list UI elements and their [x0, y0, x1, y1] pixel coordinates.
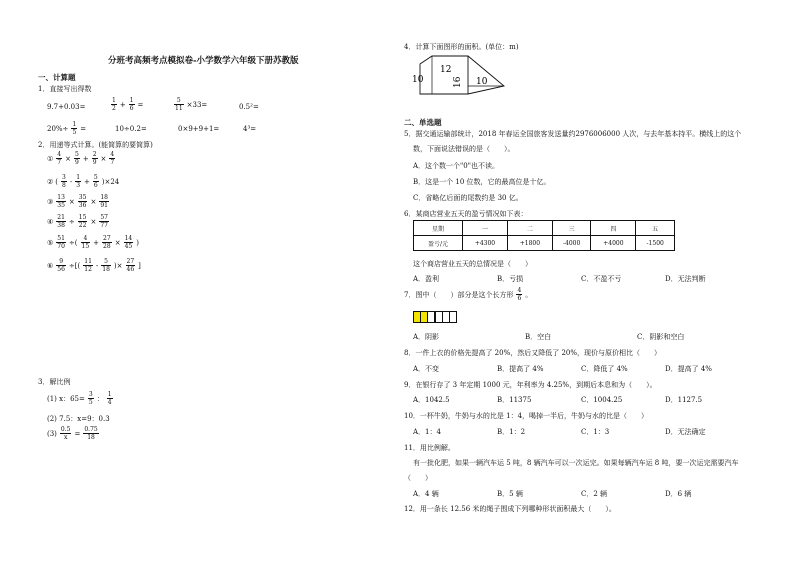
q9-option-d: D．1127.5 — [665, 396, 703, 404]
operator: × — [68, 197, 75, 206]
operator: × — [90, 197, 97, 206]
q3-label: 3．解比例 — [38, 378, 71, 386]
item-number: ⑥ — [47, 261, 54, 270]
fraction: $\frac{5}{9}$ — [74, 151, 79, 166]
fig-label-right: 10 — [476, 77, 488, 87]
operator: × — [65, 154, 71, 163]
q1-item-2: $\frac{1}{2}$ + $\frac{1}{6}$ = — [112, 97, 144, 112]
q5-option-b: B．这是一个 10 位数，它的最高位是十亿。 — [413, 178, 551, 186]
q4-figure — [404, 52, 510, 100]
q2-item-3 — [47, 194, 110, 209]
q2-item-5 — [47, 235, 139, 250]
item-number: ④ — [47, 217, 54, 226]
operator: ) — [136, 238, 139, 247]
q2-item-6 — [47, 258, 141, 273]
fraction: $\frac{14}{45}$ — [124, 235, 133, 250]
fraction: $\frac{3}{8}$ — [62, 174, 66, 189]
q8-option-b: B．提高了 4% — [497, 365, 544, 373]
q5-line1: 5．据交通运输部统计，2018 年春运全国旅客发送量约2976006000 人次，与去年基本持平。横线上的这个 — [404, 130, 742, 138]
table-row — [414, 236, 675, 251]
q6-option-d: D．无法判断 — [665, 275, 706, 283]
fraction: $\frac{18}{91}$ — [100, 194, 108, 209]
q12-stem: 12．用一条长 12.56 米的绳子围成下列哪种形状面积最大（ ）。 — [404, 505, 616, 513]
q11-option-a: A．4 辆 — [413, 490, 439, 498]
q10-option-a: A．1：4 — [413, 428, 441, 436]
fig-label-16: 16 — [453, 76, 463, 88]
q1-item-3: $\frac{5}{11}$ ×33= — [175, 97, 208, 112]
q5-line2: 数，下面说法错误的是（ ）。 — [413, 145, 515, 153]
fraction: $\frac{3}{5}$ — [88, 391, 93, 406]
table-cell: 三 — [552, 221, 591, 236]
table-cell: 盈亏/元 — [414, 236, 463, 251]
q11-paren: （ ） — [404, 474, 432, 482]
q8-option-c: C．降低了 4% — [581, 365, 628, 373]
fig-label-12: 12 — [440, 65, 452, 75]
q6-stem: 这个商店营业五天的总情况是（ ） — [413, 260, 532, 268]
q3-item-1: (1) x：65= $\frac{3}{5}$ ： $\frac{1}{4}$ — [47, 391, 112, 406]
q1-item-6: 10÷0.2= — [115, 125, 147, 133]
operator: - — [69, 177, 73, 186]
operator: + — [84, 177, 90, 186]
q10-option-b: B．1：2 — [497, 428, 526, 436]
item-number: ② — [47, 177, 54, 186]
fraction: $\frac{51}{70}$ — [57, 235, 65, 250]
q8-option-d: D．提高了 4% — [665, 365, 712, 373]
operator: )×24 — [101, 177, 120, 186]
fraction: $\frac{35}{36}$ — [78, 194, 87, 209]
operator: - — [95, 261, 99, 270]
section-calc-heading: 一、计算题 — [38, 73, 76, 82]
q7-stem: 7．图中（ ）部分是这个长方形 $\frac{4}{6}$ 。 — [404, 287, 533, 302]
item-number: ⑤ — [47, 238, 54, 247]
fig-label-left: 10 — [412, 75, 424, 85]
table-cell: 星期 — [414, 221, 463, 236]
q1-item-4: 0.5²= — [239, 103, 259, 111]
q2-item-1 — [47, 151, 116, 166]
fraction: $\frac{27}{28}$ — [103, 235, 111, 250]
q8-option-a: A．不变 — [413, 365, 440, 373]
q5-option-c: C．省略亿后面的尾数约是 30 亿。 — [413, 194, 523, 202]
q3-item-2: (2) 7.5：x=9：0.3 — [47, 415, 110, 423]
fraction: $\frac{5}{6}$ — [93, 174, 98, 189]
q9-option-c: C．1004.25 — [581, 396, 623, 404]
q5-option-a: A．这个数一个"0"也不读。 — [413, 162, 499, 170]
table-cell: -4000 — [552, 236, 591, 251]
table-cell: 二 — [507, 221, 552, 236]
fraction: $\frac{57}{77}$ — [100, 214, 108, 229]
operator: × — [100, 154, 107, 163]
q11-body: 有一批化肥，如果一辆汽车运 5 吨，8 辆汽车可以一次运完。如果每辆汽车运 8 吨，要一次运完需要汽车 — [413, 459, 739, 467]
table-cell: +4000 — [591, 236, 636, 251]
operator: ÷ — [68, 217, 75, 226]
q6-table — [413, 220, 675, 251]
fraction: $\frac{5}{11}$ — [175, 97, 183, 112]
item-number: ① — [47, 154, 54, 163]
operator: + — [82, 154, 89, 163]
fraction: $\frac{1}{3}$ — [76, 174, 81, 189]
q7-option-c: C．阴影和空白 — [637, 333, 685, 341]
q11-option-b: B．5 辆 — [497, 490, 523, 498]
q9-stem: 9．在银行存了 3 年定期 1000 元，年利率为 4.25%，到期后本息和为（ ）。 — [404, 381, 657, 389]
table-cell: 四 — [591, 221, 636, 236]
q6-option-b: B．亏损 — [497, 275, 524, 283]
table-cell: -1500 — [636, 236, 675, 251]
operator: )× — [113, 261, 123, 270]
q7-option-a: A．阴影 — [413, 333, 440, 341]
fraction: $\frac{4}{15}$ — [81, 235, 90, 250]
q1-item-8: 4³= — [243, 125, 257, 133]
fraction: $\frac{1}{4}$ — [107, 391, 112, 406]
fraction: $\frac{4}{6}$ — [517, 287, 522, 302]
q10-option-c: C．1：3 — [581, 428, 610, 436]
q2-item-2 — [47, 174, 119, 189]
operator: × — [114, 238, 121, 247]
q6-option-a: A．盈利 — [413, 275, 440, 283]
q4-label: 4．计算下面图形的面积。(单位：m) — [404, 43, 519, 51]
q11-option-d: D．6 辆 — [665, 490, 692, 498]
operator: ÷[( — [68, 261, 81, 270]
q6-label: 6．某商店营业五天的盈亏情况如下表： — [404, 210, 528, 218]
fraction: $\frac{1}{5}$ — [72, 121, 77, 136]
table-cell: +4300 — [463, 236, 508, 251]
table-cell: 一 — [463, 221, 508, 236]
fraction: $\frac{4}{7}$ — [57, 151, 62, 166]
section-choice-heading: 二、单选题 — [404, 118, 442, 127]
table-header-row — [414, 221, 675, 236]
operator: × — [90, 217, 97, 226]
fraction: $\frac{5}{18}$ — [102, 258, 110, 273]
q1-label: 1．直接写出得数 — [38, 85, 92, 93]
blank-cell — [449, 311, 457, 323]
q8-stem: 8．一件上衣的价格先提高了 20%，然后又降低了 20%，现价与原价相比（ ） — [404, 349, 662, 357]
q1-item-1: 9.7+0.03= — [47, 103, 86, 111]
operator: + — [93, 238, 100, 247]
q11-stem: 11．用比例解。 — [404, 444, 455, 452]
q1-item-7: 0×9+9+1= — [178, 125, 220, 133]
q3-item-3: (3) $\frac{0.5}{x}$ = $\frac{0.75}{18}$ — [47, 426, 98, 441]
q2-label: 2．用递等式计算。(能简算的要简算) — [38, 141, 153, 149]
q10-stem: 10．一杯牛奶，牛奶与水的比是 1：4，喝掉一半后，牛奶与水的比是（ ） — [404, 412, 649, 420]
operator: ] — [138, 261, 141, 270]
operator: ÷( — [68, 238, 78, 247]
fraction: $\frac{2}{9}$ — [92, 151, 97, 166]
page-title: 分班考高频考点模拟卷-小学数学六年级下册苏教版 — [108, 56, 299, 66]
fraction: $\frac{21}{38}$ — [57, 214, 65, 229]
q1-item-5: 20%÷ $\frac{1}{5}$ = — [47, 121, 87, 136]
operator: ( — [55, 177, 59, 186]
q9-option-b: B．11375 — [497, 396, 532, 404]
fraction: $\frac{0.5}{x}$ — [60, 426, 71, 441]
table-cell: +1800 — [507, 236, 552, 251]
q7-option-b: B．空白 — [525, 333, 552, 341]
q10-option-d: D．无法确定 — [665, 428, 706, 436]
fraction: $\frac{9}{56}$ — [57, 258, 65, 273]
fraction: $\frac{1}{6}$ — [129, 97, 134, 112]
q2-item-4 — [47, 214, 110, 229]
item-number: ③ — [47, 197, 54, 206]
q11-option-c: C．2 辆 — [581, 490, 608, 498]
q6-option-c: C．不盈不亏 — [581, 275, 622, 283]
q9-option-a: A．1042.5 — [413, 396, 450, 404]
fraction: $\frac{0.75}{18}$ — [84, 426, 98, 441]
fraction: $\frac{4}{7}$ — [110, 151, 115, 166]
fraction: $\frac{27}{46}$ — [126, 258, 135, 273]
q7-rectangle-figure — [413, 311, 456, 325]
fraction: $\frac{11}{12}$ — [84, 258, 92, 273]
fraction: $\frac{1}{2}$ — [112, 97, 116, 112]
fraction: $\frac{13}{35}$ — [57, 194, 65, 209]
table-cell: 五 — [636, 221, 675, 236]
fraction: $\frac{15}{22}$ — [78, 214, 87, 229]
